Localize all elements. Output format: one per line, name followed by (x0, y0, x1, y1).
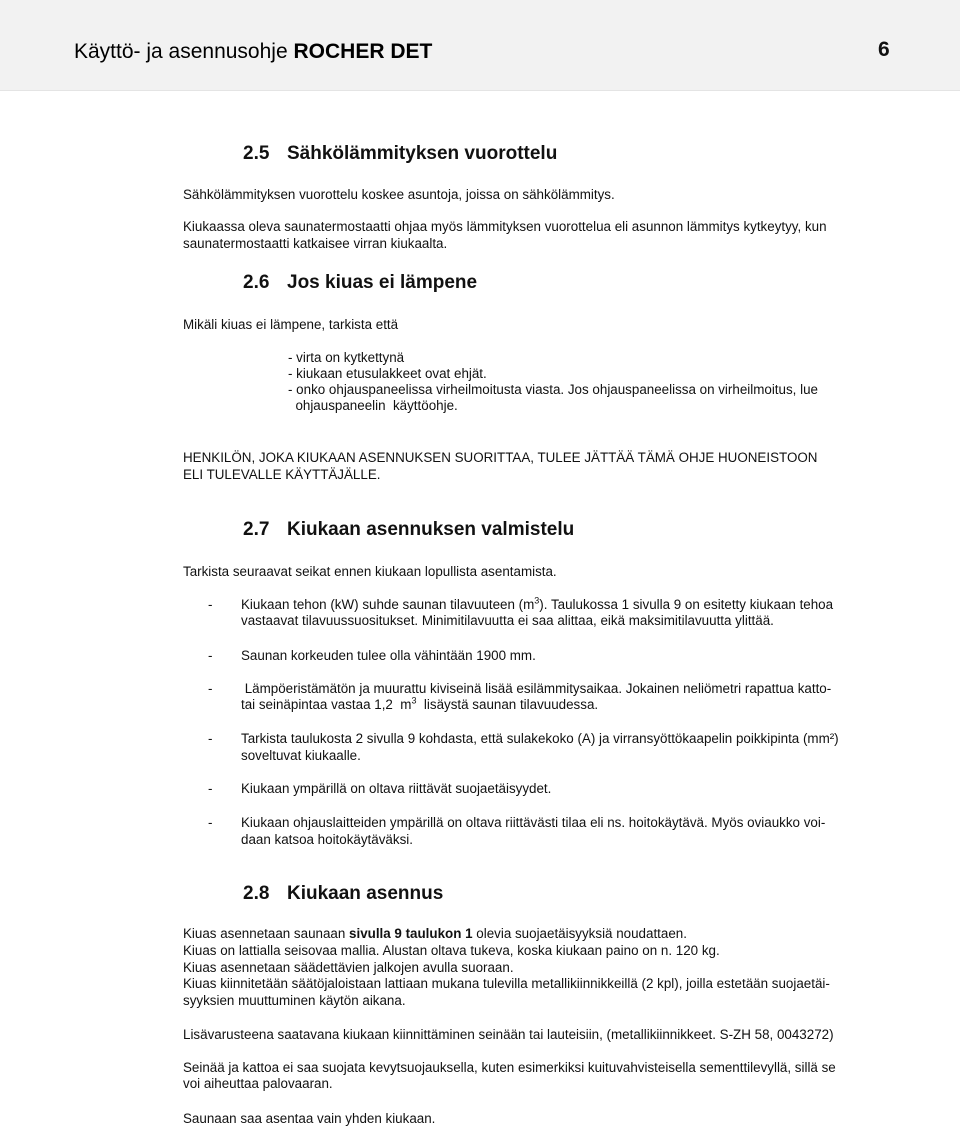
paragraph: Lisävarusteena saatavana kiukaan kiinnittäminen seinään tai lauteisiin, (metallikiinnikkeet. S-ZH 58, 0043272) (183, 1027, 834, 1042)
bullet-line: Kiukaan ympärillä on oltava riittävät suojaetäisyydet. (241, 781, 552, 796)
bullet-line: Lämpöeristämätön ja muurattu kiviseinä lisää esilämmitysaikaa. Jokainen neliömetri rapattua katto- (241, 681, 832, 696)
paragraph-line: Kiukaassa oleva saunatermostaatti ohjaa myös lämmityksen vuorottelua eli asunnon lämmitys kytkeytyy, kun (183, 219, 827, 234)
list-item: - onko ohjauspaneelissa virheilmoitusta viasta. Jos ohjauspaneelissa on virheilmoitus, lue (288, 382, 818, 397)
section-number: 2.5 (243, 143, 270, 164)
paragraph-line: Seinää ja kattoa ei saa suojata kevytsuojauksella, kuten esimerkiksi kuituvahvisteisella sementtilevyllä, sillä se (183, 1060, 836, 1075)
paragraph-line (183, 926, 687, 943)
bullet-dash: - (208, 597, 213, 612)
bullet-dash: - (208, 648, 213, 663)
paragraph-line: saunatermostaatti katkaisee virran kiukaalta. (183, 236, 448, 251)
paragraph-line: syyksien muuttuminen käytön aikana. (183, 993, 406, 1008)
section-heading-2-6 (243, 272, 477, 294)
paragraph-line: Kiuas asennetaan säädettävien jalkojen avulla suoraan. (183, 960, 514, 975)
text-span: Kiukaan tehon (kW) suhde saunan tilavuuteen (m (241, 597, 535, 612)
paragraph-line: Kiuas kiinnitetään säätöjaloistaan lattiaan mukana tulevilla metallikiinnikkeillä (2 kpl), joilla estetään suojaetäi- (183, 976, 830, 991)
text-span: olevia suojaetäisyyksiä noudattaen. (472, 926, 687, 941)
text-span: lisäystä saunan tilavuudessa. (416, 697, 599, 712)
text-span: tai seinäpintaa vastaa 1,2 m (241, 697, 412, 712)
superscript: 3 (534, 595, 540, 606)
section-title: Kiukaan asennuksen valmistelu (287, 519, 575, 540)
paragraph: Mikäli kiuas ei lämpene, tarkista että (183, 317, 399, 332)
section-title: Sähkölämmityksen vuorottelu (287, 143, 558, 164)
bold-reference: sivulla 9 taulukon 1 (349, 926, 473, 941)
bullet-line: Kiukaan ohjauslaitteiden ympärillä on oltava riittävästi tilaa eli ns. hoitokäytävä. Myös oviaukko voi- (241, 815, 826, 830)
page-number: 6 (878, 38, 890, 61)
bullet-line (241, 697, 598, 714)
text-span: ). Taulukossa 1 sivulla 9 on esitetty kiukaan tehoa (539, 597, 834, 612)
section-title: Kiukaan asennus (287, 883, 444, 904)
paragraph: Tarkista seuraavat seikat ennen kiukaan lopullista asentamista. (183, 564, 557, 579)
paragraph: Saunaan saa asentaa vain yhden kiukaan. (183, 1111, 436, 1126)
title-product: ROCHER DET (293, 40, 433, 63)
notice-line: ELI TULEVALLE KÄYTTÄJÄLLE. (183, 467, 381, 482)
page-header (0, 0, 960, 91)
bullet-line: Tarkista taulukosta 2 sivulla 9 kohdasta, että sulakekoko (A) ja virransyöttökaapelin poikkipinta (mm²) (241, 731, 839, 746)
section-number: 2.8 (243, 883, 270, 904)
text-span: Kiuas asennetaan saunaan (183, 926, 350, 941)
bullet-line: soveltuvat kiukaalle. (241, 748, 361, 763)
list-item: - kiukaan etusulakkeet ovat ehjät. (288, 366, 487, 381)
bullet-line: daan katsoa hoitokäytäväksi. (241, 832, 413, 847)
bullet-line (241, 597, 833, 614)
bullet-dash: - (208, 681, 213, 696)
notice-line: HENKILÖN, JOKA KIUKAAN ASENNUKSEN SUORITTAA, TULEE JÄTTÄÄ TÄMÄ OHJE HUONEISTOON (183, 450, 818, 465)
superscript: 3 (411, 695, 417, 706)
section-number: 2.7 (243, 519, 270, 540)
document-title (74, 40, 432, 64)
section-heading-2-5 (243, 143, 557, 165)
bullet-line: vastaavat tilavuussuositukset. Minimitilavuutta ei saa alittaa, eikä maksimitilavuutta ylittää. (241, 613, 774, 628)
paragraph-line: voi aiheuttaa palovaaran. (183, 1076, 333, 1091)
section-heading-2-7 (243, 519, 574, 541)
section-title: Jos kiuas ei lämpene (287, 272, 478, 293)
list-item: - virta on kytkettynä (288, 350, 405, 365)
bullet-dash: - (208, 781, 213, 796)
bullet-dash: - (208, 815, 213, 830)
bullet-dash: - (208, 731, 213, 746)
bullet-line: Saunan korkeuden tulee olla vähintään 1900 mm. (241, 648, 536, 663)
paragraph: Sähkölämmityksen vuorottelu koskee asuntoja, joissa on sähkölämmitys. (183, 187, 615, 202)
section-heading-2-8 (243, 883, 443, 905)
paragraph-line: Kiuas on lattialla seisovaa mallia. Alustan oltava tukeva, koska kiukaan paino on n. 120 kg. (183, 943, 720, 958)
section-number: 2.6 (243, 272, 270, 293)
title-prefix: Käyttö- ja asennusohje (74, 40, 294, 63)
list-item: ohjauspaneelin käyttöohje. (288, 398, 458, 413)
